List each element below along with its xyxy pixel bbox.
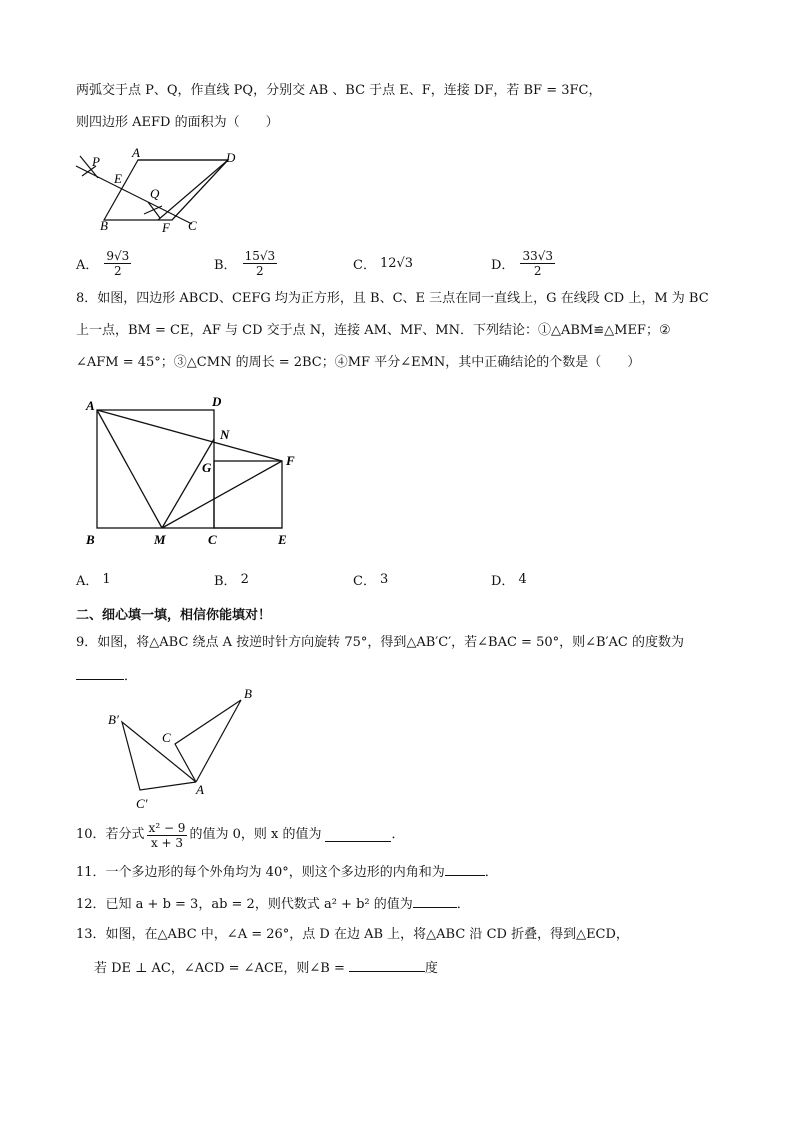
q8-figure <box>80 392 310 552</box>
segment-mn <box>162 439 214 528</box>
q11-line <box>76 862 498 882</box>
label-b: B <box>86 532 95 547</box>
q9-line2 <box>76 666 137 686</box>
label-c: C <box>188 218 197 233</box>
q7-figure <box>70 146 260 236</box>
denominator: x + 3 <box>150 835 184 850</box>
fraction <box>104 249 131 278</box>
q7-line1: 两弧交于点 P、Q，作直线 PQ，分别交 AB 、BC 于点 E、F，连接 DF，若 BF = 3FC， <box>76 83 602 98</box>
q8-choice-c[interactable] <box>353 562 388 596</box>
q8-line1: 8．如图，四边形 ABCD、CEFG 均为正方形，且 B、C、E 三点在同一直线上，G 在线段 CD 上，M 为 BC <box>76 291 709 306</box>
label-n: N <box>220 427 230 442</box>
choice-text: 4 <box>518 571 527 587</box>
q9-line1: 9．如图，将△ABC 绕点 A 按逆时针方向旋转 75°，得到△AB′C′，若∠BAC = 50°，则∠B′AC 的度数为 <box>76 635 684 650</box>
q8-line2: 上一点，BM = CE，AF 与 CD 交于点 N，连接 AM、MF、MN．下列结论：①△ABM≌△MEF；② <box>76 323 671 338</box>
q10-fraction <box>147 821 188 850</box>
label-a: A <box>86 398 95 413</box>
choice-text: 2 <box>240 571 249 587</box>
choice-text: 1 <box>102 571 111 587</box>
label-c: C <box>208 532 217 547</box>
q8-choice-d[interactable] <box>491 562 527 596</box>
q8-choice-a[interactable] <box>76 562 111 596</box>
label-f: F <box>162 220 170 235</box>
denominator: 2 <box>114 263 122 278</box>
q7-choice-b[interactable] <box>214 246 277 280</box>
q8-choices <box>76 562 716 596</box>
numerator: x² − 9 <box>148 820 186 835</box>
choice-text: 12√3 <box>379 255 414 271</box>
numerator: 33√3 <box>522 248 553 263</box>
label-c: C <box>162 730 171 745</box>
choice-letter: B． <box>214 257 237 273</box>
denominator: 2 <box>533 263 542 278</box>
q12-text: 12．已知 a + b = 3，ab = 2，则代数式 a² + b² 的值为 <box>76 897 413 912</box>
q12-answer-blank[interactable] <box>413 894 457 908</box>
q13-pre: 若 DE ⊥ AC，∠ACD = ∠ACE，则∠B = <box>94 961 345 976</box>
triangle-abpcp <box>122 722 196 790</box>
q10-pre: 10．若分式 <box>76 827 145 842</box>
fraction <box>520 249 555 278</box>
choice-text: 3 <box>379 571 389 587</box>
label-e: E <box>278 532 287 547</box>
label-m: M <box>154 532 166 547</box>
q13-line2 <box>94 958 438 978</box>
q12-end: ． <box>456 897 470 912</box>
denominator: 2 <box>256 263 264 278</box>
q10-line <box>76 818 404 852</box>
q9-answer-blank[interactable] <box>76 666 124 680</box>
q8-line3: ∠AFM = 45°；③△CMN 的周长 = 2BC；④MF 平分∠EMN，其中正确结论的个数是（ ） <box>76 355 641 370</box>
q10-answer-blank[interactable] <box>325 828 391 842</box>
q9-end: ． <box>124 669 138 684</box>
q11-text: 11．一个多边形的每个外角均为 40°，则这个多边形的内角和为 <box>76 865 445 880</box>
label-b: B <box>100 218 108 233</box>
label-d: D <box>212 394 222 409</box>
choice-letter: C． <box>353 573 376 589</box>
segment-am <box>97 410 162 528</box>
q13-post: 度 <box>424 961 438 976</box>
q7-choice-a[interactable] <box>76 246 131 280</box>
label-p: P <box>92 154 100 169</box>
segment-df <box>158 160 228 220</box>
q7-line2: 则四边形 AEFD 的面积为（ ） <box>76 115 279 130</box>
label-q: Q <box>150 186 160 201</box>
label-g: G <box>202 460 212 475</box>
choice-letter: C． <box>353 257 376 273</box>
choice-letter: D． <box>491 573 515 589</box>
q10-post: 的值为 0，则 x 的值为 <box>189 827 322 842</box>
q10-end: ． <box>391 827 405 842</box>
line-pq <box>76 166 192 224</box>
segment-af <box>97 410 282 461</box>
q11-end: ． <box>484 865 498 880</box>
choice-letter: A． <box>76 573 99 589</box>
q7-choice-d[interactable] <box>491 246 555 280</box>
numerator: 9√3 <box>106 248 130 263</box>
segment-dc <box>172 160 228 220</box>
segment-mf <box>162 461 282 528</box>
q13-line1: 13．如图，在△ABC 中，∠A = 26°，点 D 在边 AB 上，将△ABC 沿 CD 折叠，得到△ECD， <box>76 927 629 942</box>
q12-line <box>76 894 470 914</box>
triangle-abc <box>175 700 241 782</box>
label-a: A <box>132 146 140 160</box>
choice-letter: D． <box>491 257 515 273</box>
label-d: D <box>226 150 236 165</box>
label-c-prime: C′ <box>136 796 148 811</box>
section-heading: 二、细心填一填，相信你能填对！ <box>76 608 272 623</box>
fraction <box>243 249 278 278</box>
numerator: 15√3 <box>244 248 276 263</box>
choice-letter: B． <box>214 573 237 589</box>
q11-answer-blank[interactable] <box>445 862 485 876</box>
q9-figure <box>100 684 270 812</box>
label-b: B <box>244 686 252 701</box>
label-b-prime: B′ <box>108 712 119 727</box>
label-f: F <box>286 453 295 468</box>
q7-choice-c[interactable] <box>353 246 413 280</box>
choice-letter: A． <box>76 257 99 273</box>
label-e: E <box>114 171 122 186</box>
square-cefg <box>214 461 282 528</box>
label-a: A <box>196 782 204 797</box>
q8-choice-b[interactable] <box>214 562 249 596</box>
q7-choices <box>76 246 716 280</box>
q13-answer-blank[interactable] <box>349 958 425 972</box>
